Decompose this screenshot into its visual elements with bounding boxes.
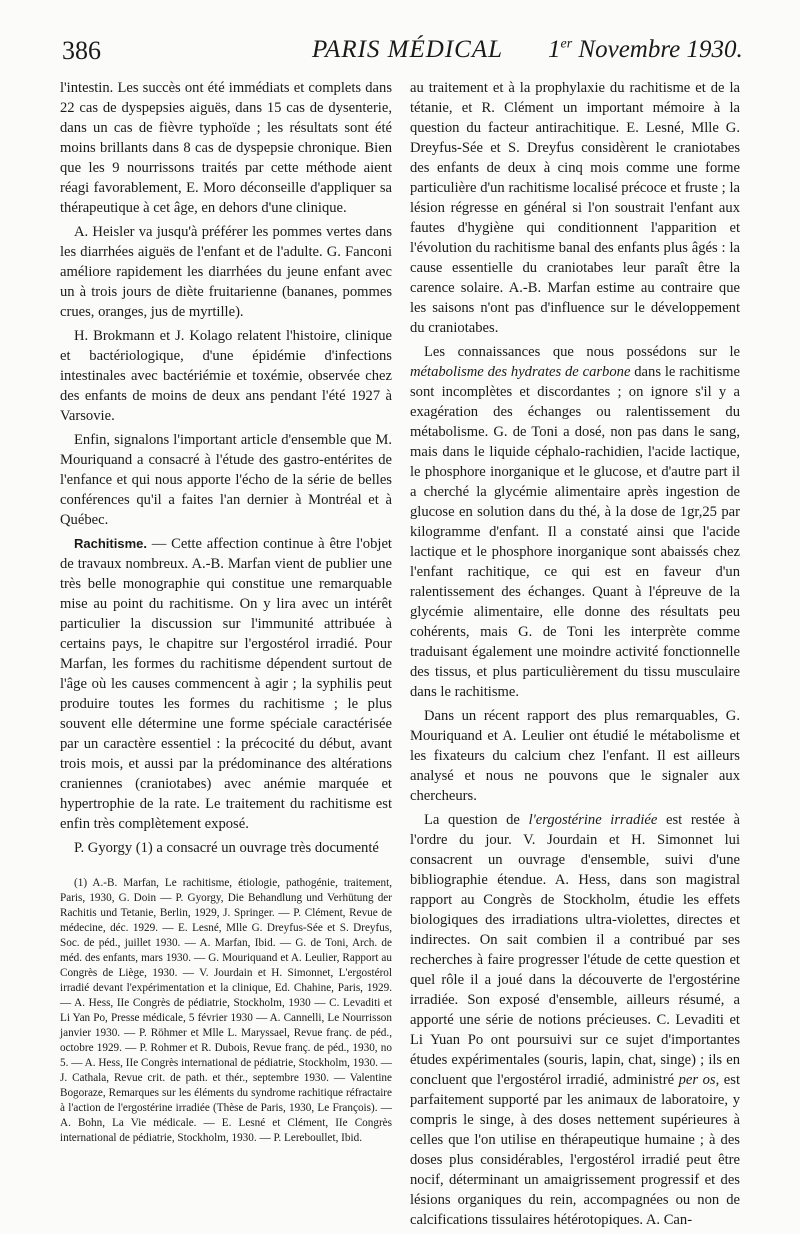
paragraph-text: est restée à l'ordre du jour. V. Jourdain et H. Simonnet lui consacrent un ouvrage d'ensemble, suivi d'une bibliographie étendue. A. Hess, dans son magistral rapport au Congrès de Stockholm, étudie les effets biologiques des irradiations ultra-violettes, directes et indirectes. On sait combien il a contribué par ses recherches à faire progresser l'étude de cette question et quel rôle il a joué dans la découverte de l'ergostérine irradiée. Son exposé d'ensemble, ailleurs résumé, a apporté une série de notions précieuses. C. Levaditi et Li Yuan Po ont poursuivi sur ce sujet d'importantes études expérimentales (souris, lapin, chat, singe) ; ils en concluent que l'ergostérol irradié, administré — [410, 812, 740, 1088]
paragraph: l'intestin. Les succès ont été immédiats et complets dans 22 cas de dyspepsies aiguës, dans 15 cas de dysenterie, dans un cas de fièvre typhoïde ; les résultats sont été moins brillants dans 8 cas de dyspepsie chronique. Bien que les 9 nourrissons traités par cette méthode aient réagi favorablement, E. Moro déconseille d'appliquer sa thérapeutique à cet âge, en dehors d'une clinique. — [60, 80, 392, 216]
footnote: (1) A.-B. Marfan, Le rachitisme, étiologie, pathogénie, traitement, Paris, 1930, G. Doin — P. Gyorgy, Die Behandlung und Verhütung der Rachitis und Tetanie, Berlin, 1929, J. Springer. — P. Clément, Revue de médecine, déc. 1929. — E. Lesné, Mlle G. Dreyfus-Sée et S. Dreyfus, Soc. de péd., juillet 1930. — A. Marfan, Ibid. — G. de Toni, Arch. de méd. des enfants, mars 1930. — G. Mouriquand et A. Leulier, Rapport au Congrès de Liège, 1930. — V. Jourdain et H. Simonnet, L'ergostérol irradié devant l'expérimentation et la clinique, Ed. Chahine, Paris, 1929. — A. Hess, IIe Congrès de pédiatrie, Stockholm, 1930 — C. Levaditi et Li Yan Po, Presse médicale, 5 février 1930 — A. Cannelli, Le Nourrisson janvier 1930. — P. Röhmer et Mlle L. Maryssael, Revue franç. de péd., octobre 1929. — P. Rohmer et R. Dubois, Revue franç. de péd., 1930, no 5. — A. Hess, IIe Congrès international de pédiatrie, Stockholm, 1930. — J. Cathala, Revue crit. de path. et thér., septembre 1930. — Valentine Bogoraze, Remarques sur les éléments du syndrome rachitique réfractaire à l'action de l'ergostérine irradiée (Thèse de Paris, 1930, Le François). — A. Bohn, La Vie médicale. — E. Lesné et Clément, IIe Congrès international de pédiatrie, Stockholm, 1930. — P. Lereboullet, Ibid. — [60, 877, 392, 1144]
paragraph: Enfin, signalons l'important article d'ensemble que M. Mouriquand a consacré à l'étude des gastro-entérites de l'enfance et qui nous apporte l'écho de la série de belles conférences qu'il a faites l'an dernier à Montréal et à Québec. — [60, 432, 392, 528]
emphasis: per os — [678, 1072, 716, 1088]
running-header — [0, 36, 800, 76]
footnotes — [60, 876, 392, 1146]
paragraph-text: — Cette affection continue à être l'objet de travaux nombreux. A.-B. Marfan vient de publier une très belle monographie qui constitue une remarquable mise au point du rachitisme. On y lira avec un intérêt particulier la discussion sur l'immunité attribuée à certains pays, le chapitre sur l'ergostérol irradié. Pour Marfan, les formes du rachitisme dépendent surtout de l'âge où les causes commencent à agir ; la syphilis peut produire toutes les formes du rachitisme ; le plus souvent elle détermine une forme spéciale caractérisée par un caractère essentiel : la précocité du début, avant trois mois, et aussi par la prédominance des altérations craniennes (craniotabes) avec anémie marquée et hypertrophie de la rate. Le traitement du rachitisme est enfin très complètement exposé. — [60, 536, 392, 832]
issue-date-day: 1 — [548, 36, 561, 63]
paragraph: H. Brokmann et J. Kolago relatent l'histoire, clinique et bactériologique, d'une épidémie d'infections intestinales avec bactériémie et toxémie, observée chez des enfants de moins de deux ans pendant l'été 1927 à Varsovie. — [60, 328, 392, 424]
section-heading: Rachitisme. — [74, 536, 147, 551]
right-column — [410, 78, 740, 1234]
paragraph: A. Heisler va jusqu'à préférer les pommes vertes dans les diarrhées aiguës de l'enfant et de l'adulte. G. Fanconi améliore rapidement les diarrhées du jeune enfant avec un à trois jours de diète fruitarienne (bananes, pommes crues, oranges, jus de myrtille). — [60, 224, 392, 320]
issue-date-ordinal: er — [560, 36, 573, 52]
paragraph-text: Les connaissances que nous possédons sur le — [424, 344, 740, 360]
paragraph: Dans un récent rapport des plus remarquables, G. Mouriquand et A. Leulier ont étudié le métabolisme et les fixateurs du calcium chez l'enfant. Il est ailleurs analysé et nous ne pouvons que le signaler aux chercheurs. — [410, 708, 740, 804]
paragraph-metabolisme — [410, 342, 740, 702]
paragraph: au traitement et à la prophylaxie du rachitisme et de la tétanie, et R. Clément un important mémoire à la question du facteur antirachitique. E. Lesné, Mlle G. Dreyfus-Sée et S. Dreyfus considèrent le craniotabes des enfants de deux à cinq mois comme une forme particulière d'un rachitisme localisé précoce et fruste ; la lésion régresse en général si l'on soustrait l'enfant aux fautes d'hygiène qui conditionnent l'apparition et l'évolution du rachitisme banal des enfants plus âgés : la cause essentielle du craniotabes leur paraît être la carence solaire. A.-B. Marfan estime au contraire que les saisons n'ont pas d'influence sur le développement du craniotabes. — [410, 80, 740, 336]
issue-date — [548, 36, 743, 64]
emphasis: l'ergostérine irradiée — [528, 812, 658, 828]
paragraph-text: La question de — [424, 812, 529, 828]
left-column — [60, 78, 392, 1146]
page-number: 386 — [62, 36, 101, 65]
paragraph-text: , est parfaitement supporté par les animaux de laboratoire, y compris le singe, à des doses nettement supérieures à celles que l'on utilise en thérapeutique humaine ; à des doses plus considérables, l'ergostérol irradié peut être nocif, déterminant un amaigrissement progressif et des lésions organiques du rein, accompagnées ou non de calcifications tissulaires hétérotopiques. A. Can- — [410, 1072, 740, 1228]
paragraph-rachitisme — [60, 534, 392, 834]
paragraph-text: dans le rachitisme sont incomplètes et discordantes ; on ignore s'il y a exagération des échanges ou ralentissement du métabolisme. G. de Toni a dosé, non pas dans le sang, mais dans le liquide céphalo-rachidien, l'acide lactique, le phosphore inorganique et le glucose, et d'autre part il a cherché la glycémie alimentaire après ingestion de glucose en solution dans du thé, à la dose de 1gr,25 par kilogramme d'enfant. Il a constaté ainsi que l'acide lactique et le phosphore inorganique sont abaissés chez l'enfant rachitique, ce qui est en faveur d'un ralentissement des échanges. Quant à l'épreuve de la glycémie alimentaire, elle donne des résultats peu cohérents, mais G. de Toni les interprète comme traduisant également une moindre activité fonctionnelle des tissus, et plus particulièrement du tissu musculaire dans le rachitisme. — [410, 364, 740, 700]
paragraph-ergosterine — [410, 810, 740, 1230]
issue-date-rest: Novembre 1930. — [572, 36, 743, 63]
journal-title: PARIS MÉDICAL — [312, 36, 503, 63]
paragraph: P. Gyorgy (1) a consacré un ouvrage très documenté — [74, 840, 379, 856]
emphasis: métabolisme des hydrates de carbone — [410, 364, 631, 380]
